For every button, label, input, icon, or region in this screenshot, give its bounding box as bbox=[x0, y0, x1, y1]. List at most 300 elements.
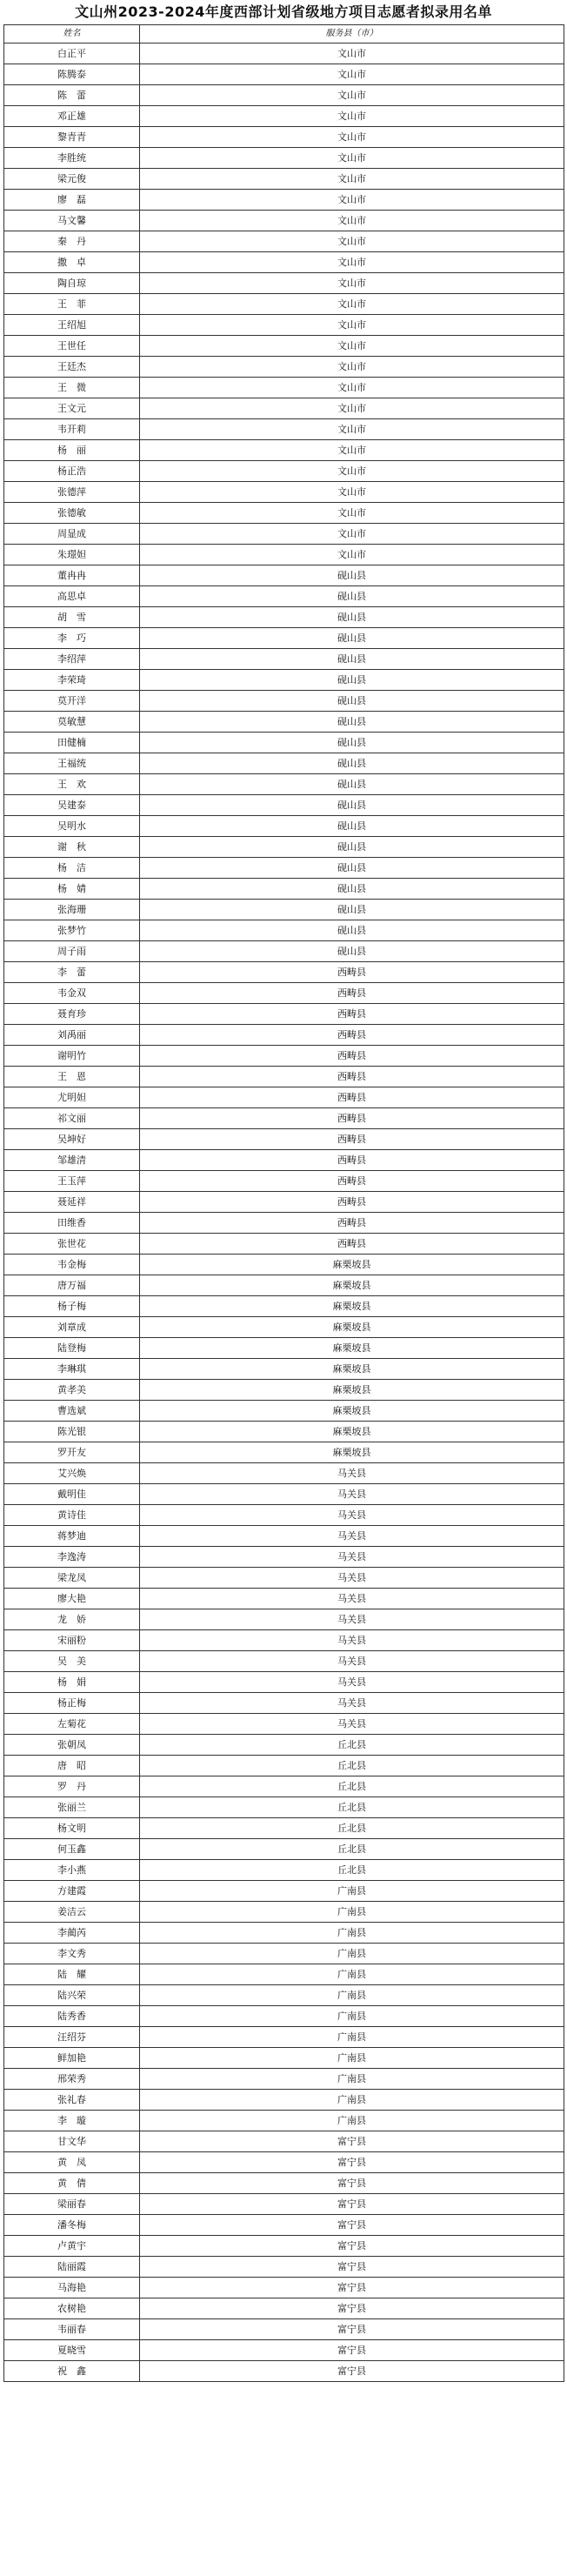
volunteer-name-cell: 罗开友 bbox=[4, 1442, 140, 1463]
table-row bbox=[4, 1944, 564, 1964]
table-row bbox=[4, 1526, 564, 1547]
volunteer-name-cell: 撒 卓 bbox=[4, 252, 140, 273]
service-county-cell: 文山市 bbox=[140, 148, 564, 169]
table-row bbox=[4, 85, 564, 106]
service-county-cell: 富宁县 bbox=[140, 2340, 564, 2361]
table-row bbox=[4, 211, 564, 231]
service-county-cell: 文山市 bbox=[140, 419, 564, 440]
table-row bbox=[4, 1797, 564, 1818]
service-county-cell: 广南县 bbox=[140, 2006, 564, 2027]
service-county-cell: 砚山县 bbox=[140, 712, 564, 733]
table-row bbox=[4, 2111, 564, 2131]
service-county-cell: 砚山县 bbox=[140, 879, 564, 900]
service-county-cell: 砚山县 bbox=[140, 565, 564, 586]
service-county-cell: 西畴县 bbox=[140, 1108, 564, 1129]
service-county-cell: 富宁县 bbox=[140, 2194, 564, 2215]
volunteer-name-cell: 董冉冉 bbox=[4, 565, 140, 586]
volunteer-name-cell: 廖大艳 bbox=[4, 1589, 140, 1609]
table-row bbox=[4, 795, 564, 816]
table-row bbox=[4, 2298, 564, 2319]
table-row bbox=[4, 2069, 564, 2090]
volunteer-name-cell: 陈光银 bbox=[4, 1422, 140, 1442]
volunteer-name-cell: 艾兴焕 bbox=[4, 1463, 140, 1484]
table-row bbox=[4, 190, 564, 211]
volunteer-name-cell: 王 菲 bbox=[4, 294, 140, 315]
table-row bbox=[4, 1881, 564, 1902]
volunteer-name-cell: 韦丽春 bbox=[4, 2319, 140, 2340]
volunteer-name-cell: 龙 娇 bbox=[4, 1609, 140, 1630]
volunteer-name-cell: 何玉鑫 bbox=[4, 1839, 140, 1860]
table-row bbox=[4, 1547, 564, 1568]
service-county-cell: 砚山县 bbox=[140, 691, 564, 712]
volunteer-name-cell: 方建霞 bbox=[4, 1881, 140, 1902]
service-county-cell: 麻栗坡县 bbox=[140, 1442, 564, 1463]
table-row bbox=[4, 1004, 564, 1025]
service-county-cell: 富宁县 bbox=[140, 2298, 564, 2319]
service-county-cell: 文山市 bbox=[140, 211, 564, 231]
table-row bbox=[4, 691, 564, 712]
service-county-cell: 文山市 bbox=[140, 273, 564, 294]
service-county-cell: 麻栗坡县 bbox=[140, 1359, 564, 1380]
service-county-cell: 麻栗坡县 bbox=[140, 1255, 564, 1275]
volunteer-name-cell: 杨 洁 bbox=[4, 858, 140, 879]
volunteer-name-cell: 张梦竹 bbox=[4, 920, 140, 941]
table-row bbox=[4, 1818, 564, 1839]
table-row bbox=[4, 1735, 564, 1756]
service-county-cell: 广南县 bbox=[140, 1944, 564, 1964]
service-county-cell: 麻栗坡县 bbox=[140, 1338, 564, 1359]
table-row bbox=[4, 43, 564, 64]
volunteer-name-cell: 马海艳 bbox=[4, 2278, 140, 2298]
table-row bbox=[4, 2027, 564, 2048]
volunteer-table bbox=[3, 24, 564, 2382]
table-row bbox=[4, 649, 564, 670]
volunteer-name-cell: 李逸涛 bbox=[4, 1547, 140, 1568]
volunteer-name-cell: 李绍萍 bbox=[4, 649, 140, 670]
volunteer-name-cell: 曹选斌 bbox=[4, 1401, 140, 1422]
volunteer-name-cell: 陆丽霞 bbox=[4, 2257, 140, 2278]
service-county-cell: 马关县 bbox=[140, 1651, 564, 1672]
service-county-cell: 广南县 bbox=[140, 2069, 564, 2090]
table-row bbox=[4, 1714, 564, 1735]
service-county-cell: 砚山县 bbox=[140, 858, 564, 879]
service-county-cell: 西畴县 bbox=[140, 1067, 564, 1087]
table-body bbox=[4, 43, 564, 2382]
table-row bbox=[4, 1380, 564, 1401]
volunteer-name-cell: 王 恩 bbox=[4, 1067, 140, 1087]
volunteer-name-cell: 梁丽春 bbox=[4, 2194, 140, 2215]
volunteer-name-cell: 王绍旭 bbox=[4, 315, 140, 336]
name-column-header: 姓名 bbox=[4, 25, 140, 43]
table-row bbox=[4, 148, 564, 169]
service-county-cell: 马关县 bbox=[140, 1463, 564, 1484]
table-row bbox=[4, 378, 564, 398]
volunteer-name-cell: 梁元俊 bbox=[4, 169, 140, 190]
volunteer-name-cell: 王福统 bbox=[4, 753, 140, 774]
table-row bbox=[4, 357, 564, 378]
volunteer-name-cell: 李荣琦 bbox=[4, 670, 140, 691]
table-row bbox=[4, 1630, 564, 1651]
service-county-cell: 砚山县 bbox=[140, 795, 564, 816]
service-county-cell: 文山市 bbox=[140, 190, 564, 211]
table-row bbox=[4, 879, 564, 900]
table-row bbox=[4, 1422, 564, 1442]
service-county-cell: 马关县 bbox=[140, 1672, 564, 1693]
service-county-cell: 富宁县 bbox=[140, 2278, 564, 2298]
table-row bbox=[4, 1484, 564, 1505]
table-row bbox=[4, 565, 564, 586]
volunteer-name-cell: 黄 凤 bbox=[4, 2152, 140, 2173]
service-county-cell: 富宁县 bbox=[140, 2152, 564, 2173]
volunteer-name-cell: 梁龙凤 bbox=[4, 1568, 140, 1589]
table-row bbox=[4, 2048, 564, 2069]
table-row bbox=[4, 398, 564, 419]
volunteer-name-cell: 杨正浩 bbox=[4, 461, 140, 482]
volunteer-name-cell: 吴明水 bbox=[4, 816, 140, 837]
service-county-cell: 麻栗坡县 bbox=[140, 1296, 564, 1317]
volunteer-name-cell: 王文元 bbox=[4, 398, 140, 419]
service-county-cell: 富宁县 bbox=[140, 2173, 564, 2194]
volunteer-name-cell: 莫敏慧 bbox=[4, 712, 140, 733]
volunteer-name-cell: 李 璇 bbox=[4, 2111, 140, 2131]
service-county-cell: 广南县 bbox=[140, 2090, 564, 2111]
volunteer-name-cell: 李蔺芮 bbox=[4, 1923, 140, 1944]
table-row bbox=[4, 1108, 564, 1129]
volunteer-name-cell: 张德敏 bbox=[4, 503, 140, 524]
table-row bbox=[4, 1860, 564, 1881]
table-row bbox=[4, 2006, 564, 2027]
service-county-cell: 富宁县 bbox=[140, 2215, 564, 2236]
service-county-cell: 砚山县 bbox=[140, 753, 564, 774]
volunteer-name-cell: 周显成 bbox=[4, 524, 140, 545]
volunteer-name-cell: 李 蕾 bbox=[4, 962, 140, 983]
table-row bbox=[4, 1776, 564, 1797]
volunteer-name-cell: 汪绍芬 bbox=[4, 2027, 140, 2048]
volunteer-name-cell: 胡 雪 bbox=[4, 607, 140, 628]
volunteer-name-cell: 王 微 bbox=[4, 378, 140, 398]
table-row bbox=[4, 1693, 564, 1714]
table-row bbox=[4, 983, 564, 1004]
service-county-cell: 广南县 bbox=[140, 2111, 564, 2131]
volunteer-name-cell: 杨 丽 bbox=[4, 440, 140, 461]
service-county-cell: 丘北县 bbox=[140, 1818, 564, 1839]
table-row bbox=[4, 2257, 564, 2278]
volunteer-name-cell: 尤明妲 bbox=[4, 1087, 140, 1108]
volunteer-name-cell: 杨 娟 bbox=[4, 1672, 140, 1693]
table-row bbox=[4, 1213, 564, 1234]
volunteer-name-cell: 李 巧 bbox=[4, 628, 140, 649]
service-county-cell: 马关县 bbox=[140, 1505, 564, 1526]
county-column-header: 服务县（市） bbox=[140, 25, 564, 43]
service-county-cell: 砚山县 bbox=[140, 900, 564, 920]
service-county-cell: 广南县 bbox=[140, 1985, 564, 2006]
table-row bbox=[4, 1317, 564, 1338]
table-row bbox=[4, 607, 564, 628]
volunteer-name-cell: 张丽兰 bbox=[4, 1797, 140, 1818]
volunteer-name-cell: 李文秀 bbox=[4, 1944, 140, 1964]
volunteer-name-cell: 吴坤好 bbox=[4, 1129, 140, 1150]
service-county-cell: 西畴县 bbox=[140, 1046, 564, 1067]
volunteer-name-cell: 杨 婧 bbox=[4, 879, 140, 900]
service-county-cell: 砚山县 bbox=[140, 670, 564, 691]
table-row bbox=[4, 294, 564, 315]
table-row bbox=[4, 1651, 564, 1672]
service-county-cell: 文山市 bbox=[140, 315, 564, 336]
table-row bbox=[4, 1255, 564, 1275]
volunteer-name-cell: 邓正雄 bbox=[4, 106, 140, 127]
table-header-row bbox=[4, 25, 564, 43]
table-row bbox=[4, 1150, 564, 1171]
volunteer-name-cell: 李琳琪 bbox=[4, 1359, 140, 1380]
table-row bbox=[4, 1568, 564, 1589]
service-county-cell: 砚山县 bbox=[140, 816, 564, 837]
table-row bbox=[4, 1234, 564, 1255]
service-county-cell: 文山市 bbox=[140, 169, 564, 190]
service-county-cell: 广南县 bbox=[140, 1923, 564, 1944]
service-county-cell: 文山市 bbox=[140, 43, 564, 64]
volunteer-name-cell: 邹雄清 bbox=[4, 1150, 140, 1171]
service-county-cell: 麻栗坡县 bbox=[140, 1401, 564, 1422]
table-row bbox=[4, 315, 564, 336]
service-county-cell: 文山市 bbox=[140, 545, 564, 565]
volunteer-name-cell: 周子雨 bbox=[4, 941, 140, 962]
service-county-cell: 马关县 bbox=[140, 1484, 564, 1505]
service-county-cell: 丘北县 bbox=[140, 1797, 564, 1818]
table-row bbox=[4, 1296, 564, 1317]
service-county-cell: 文山市 bbox=[140, 440, 564, 461]
volunteer-name-cell: 张德萍 bbox=[4, 482, 140, 503]
service-county-cell: 西畴县 bbox=[140, 1129, 564, 1150]
service-county-cell: 西畴县 bbox=[140, 1213, 564, 1234]
volunteer-name-cell: 黄孝美 bbox=[4, 1380, 140, 1401]
service-county-cell: 富宁县 bbox=[140, 2236, 564, 2257]
table-row bbox=[4, 2236, 564, 2257]
volunteer-name-cell: 邢荣秀 bbox=[4, 2069, 140, 2090]
table-row bbox=[4, 1442, 564, 1463]
volunteer-name-cell: 陶自琼 bbox=[4, 273, 140, 294]
service-county-cell: 麻栗坡县 bbox=[140, 1422, 564, 1442]
service-county-cell: 砚山县 bbox=[140, 586, 564, 607]
service-county-cell: 马关县 bbox=[140, 1568, 564, 1589]
table-row bbox=[4, 1985, 564, 2006]
table-row bbox=[4, 252, 564, 273]
service-county-cell: 文山市 bbox=[140, 252, 564, 273]
volunteer-name-cell: 吴 美 bbox=[4, 1651, 140, 1672]
table-row bbox=[4, 1505, 564, 1526]
service-county-cell: 丘北县 bbox=[140, 1756, 564, 1776]
volunteer-name-cell: 张世花 bbox=[4, 1234, 140, 1255]
volunteer-name-cell: 张海珊 bbox=[4, 900, 140, 920]
volunteer-name-cell: 李胜统 bbox=[4, 148, 140, 169]
service-county-cell: 砚山县 bbox=[140, 920, 564, 941]
table-row bbox=[4, 837, 564, 858]
service-county-cell: 砚山县 bbox=[140, 733, 564, 753]
service-county-cell: 富宁县 bbox=[140, 2131, 564, 2152]
volunteer-name-cell: 韦金梅 bbox=[4, 1255, 140, 1275]
volunteer-name-cell: 卢黄宇 bbox=[4, 2236, 140, 2257]
service-county-cell: 马关县 bbox=[140, 1630, 564, 1651]
table-row bbox=[4, 628, 564, 649]
table-row bbox=[4, 1192, 564, 1213]
table-row bbox=[4, 2152, 564, 2173]
service-county-cell: 西畴县 bbox=[140, 1025, 564, 1046]
service-county-cell: 丘北县 bbox=[140, 1860, 564, 1881]
volunteer-name-cell: 陆秀香 bbox=[4, 2006, 140, 2027]
volunteer-name-cell: 黄诗佳 bbox=[4, 1505, 140, 1526]
service-county-cell: 文山市 bbox=[140, 461, 564, 482]
volunteer-name-cell: 祝 鑫 bbox=[4, 2361, 140, 2382]
volunteer-name-cell: 陆 耀 bbox=[4, 1964, 140, 1985]
table-row bbox=[4, 273, 564, 294]
volunteer-name-cell: 王世任 bbox=[4, 336, 140, 357]
service-county-cell: 马关县 bbox=[140, 1693, 564, 1714]
service-county-cell: 文山市 bbox=[140, 294, 564, 315]
table-row bbox=[4, 2173, 564, 2194]
table-row bbox=[4, 545, 564, 565]
volunteer-name-cell: 农树艳 bbox=[4, 2298, 140, 2319]
table-row bbox=[4, 962, 564, 983]
service-county-cell: 文山市 bbox=[140, 378, 564, 398]
volunteer-name-cell: 吴建泰 bbox=[4, 795, 140, 816]
volunteer-name-cell: 韦开莉 bbox=[4, 419, 140, 440]
volunteer-name-cell: 廖 磊 bbox=[4, 190, 140, 211]
volunteer-name-cell: 刘禹丽 bbox=[4, 1025, 140, 1046]
volunteer-name-cell: 李小燕 bbox=[4, 1860, 140, 1881]
service-county-cell: 麻栗坡县 bbox=[140, 1317, 564, 1338]
table-row bbox=[4, 461, 564, 482]
service-county-cell: 文山市 bbox=[140, 524, 564, 545]
table-row bbox=[4, 2194, 564, 2215]
volunteer-name-cell: 王玉萍 bbox=[4, 1171, 140, 1192]
table-row bbox=[4, 2215, 564, 2236]
volunteer-name-cell: 王 欢 bbox=[4, 774, 140, 795]
volunteer-name-cell: 白正平 bbox=[4, 43, 140, 64]
service-county-cell: 富宁县 bbox=[140, 2361, 564, 2382]
volunteer-name-cell: 祁文丽 bbox=[4, 1108, 140, 1129]
table-row bbox=[4, 920, 564, 941]
table-row bbox=[4, 2131, 564, 2152]
table-row bbox=[4, 1046, 564, 1067]
table-row bbox=[4, 169, 564, 190]
service-county-cell: 西畴县 bbox=[140, 1004, 564, 1025]
service-county-cell: 文山市 bbox=[140, 336, 564, 357]
volunteer-name-cell: 刘章成 bbox=[4, 1317, 140, 1338]
table-row bbox=[4, 1171, 564, 1192]
volunteer-name-cell: 张礼春 bbox=[4, 2090, 140, 2111]
table-row bbox=[4, 106, 564, 127]
volunteer-name-cell: 韦金双 bbox=[4, 983, 140, 1004]
volunteer-name-cell: 黄 倩 bbox=[4, 2173, 140, 2194]
volunteer-name-cell: 秦 丹 bbox=[4, 231, 140, 252]
service-county-cell: 砚山县 bbox=[140, 941, 564, 962]
service-county-cell: 西畴县 bbox=[140, 1192, 564, 1213]
table-row bbox=[4, 1401, 564, 1422]
service-county-cell: 砚山县 bbox=[140, 649, 564, 670]
service-county-cell: 马关县 bbox=[140, 1609, 564, 1630]
service-county-cell: 广南县 bbox=[140, 1881, 564, 1902]
volunteer-name-cell: 宋丽粉 bbox=[4, 1630, 140, 1651]
volunteer-name-cell: 蒋梦迪 bbox=[4, 1526, 140, 1547]
table-row bbox=[4, 1609, 564, 1630]
table-row bbox=[4, 941, 564, 962]
table-row bbox=[4, 419, 564, 440]
table-row bbox=[4, 858, 564, 879]
volunteer-name-cell: 杨正梅 bbox=[4, 1693, 140, 1714]
volunteer-name-cell: 夏晓雪 bbox=[4, 2340, 140, 2361]
service-county-cell: 砚山县 bbox=[140, 628, 564, 649]
table-row bbox=[4, 1359, 564, 1380]
service-county-cell: 文山市 bbox=[140, 482, 564, 503]
volunteer-name-cell: 甘文华 bbox=[4, 2131, 140, 2152]
volunteer-name-cell: 陈 蕾 bbox=[4, 85, 140, 106]
table-row bbox=[4, 1839, 564, 1860]
table-row bbox=[4, 1129, 564, 1150]
volunteer-name-cell: 左菊花 bbox=[4, 1714, 140, 1735]
service-county-cell: 广南县 bbox=[140, 1964, 564, 1985]
service-county-cell: 丘北县 bbox=[140, 1735, 564, 1756]
volunteer-name-cell: 潘冬梅 bbox=[4, 2215, 140, 2236]
table-row bbox=[4, 1964, 564, 1985]
service-county-cell: 马关县 bbox=[140, 1526, 564, 1547]
table-row bbox=[4, 127, 564, 148]
volunteer-name-cell: 唐万福 bbox=[4, 1275, 140, 1296]
table-row bbox=[4, 2340, 564, 2361]
table-row bbox=[4, 753, 564, 774]
table-row bbox=[4, 1672, 564, 1693]
table-row bbox=[4, 816, 564, 837]
table-row bbox=[4, 712, 564, 733]
volunteer-name-cell: 朱璟妲 bbox=[4, 545, 140, 565]
service-county-cell: 富宁县 bbox=[140, 2319, 564, 2340]
service-county-cell: 文山市 bbox=[140, 85, 564, 106]
volunteer-name-cell: 聂育珍 bbox=[4, 1004, 140, 1025]
table-row bbox=[4, 670, 564, 691]
service-county-cell: 西畴县 bbox=[140, 983, 564, 1004]
table-row bbox=[4, 1025, 564, 1046]
volunteer-name-cell: 张朝凤 bbox=[4, 1735, 140, 1756]
volunteer-name-cell: 高思卓 bbox=[4, 586, 140, 607]
volunteer-name-cell: 杨子梅 bbox=[4, 1296, 140, 1317]
service-county-cell: 西畴县 bbox=[140, 1150, 564, 1171]
volunteer-name-cell: 杨文明 bbox=[4, 1818, 140, 1839]
service-county-cell: 西畴县 bbox=[140, 1087, 564, 1108]
service-county-cell: 文山市 bbox=[140, 106, 564, 127]
volunteer-name-cell: 聂延祥 bbox=[4, 1192, 140, 1213]
table-row bbox=[4, 586, 564, 607]
table-row bbox=[4, 482, 564, 503]
table-row bbox=[4, 1463, 564, 1484]
service-county-cell: 砚山县 bbox=[140, 774, 564, 795]
service-county-cell: 西畴县 bbox=[140, 1234, 564, 1255]
service-county-cell: 丘北县 bbox=[140, 1776, 564, 1797]
volunteer-name-cell: 田健楠 bbox=[4, 733, 140, 753]
service-county-cell: 文山市 bbox=[140, 127, 564, 148]
table-row bbox=[4, 503, 564, 524]
table-row bbox=[4, 231, 564, 252]
service-county-cell: 文山市 bbox=[140, 231, 564, 252]
table-row bbox=[4, 733, 564, 753]
service-county-cell: 文山市 bbox=[140, 64, 564, 85]
service-county-cell: 西畴县 bbox=[140, 1171, 564, 1192]
service-county-cell: 麻栗坡县 bbox=[140, 1380, 564, 1401]
table-row bbox=[4, 2090, 564, 2111]
volunteer-name-cell: 罗 丹 bbox=[4, 1776, 140, 1797]
service-county-cell: 麻栗坡县 bbox=[140, 1275, 564, 1296]
volunteer-name-cell: 陈腾泰 bbox=[4, 64, 140, 85]
page-title: 文山州2023-2024年度西部计划省级地方项目志愿者拟录用名单 bbox=[75, 3, 492, 20]
table-row bbox=[4, 900, 564, 920]
service-county-cell: 丘北县 bbox=[140, 1839, 564, 1860]
